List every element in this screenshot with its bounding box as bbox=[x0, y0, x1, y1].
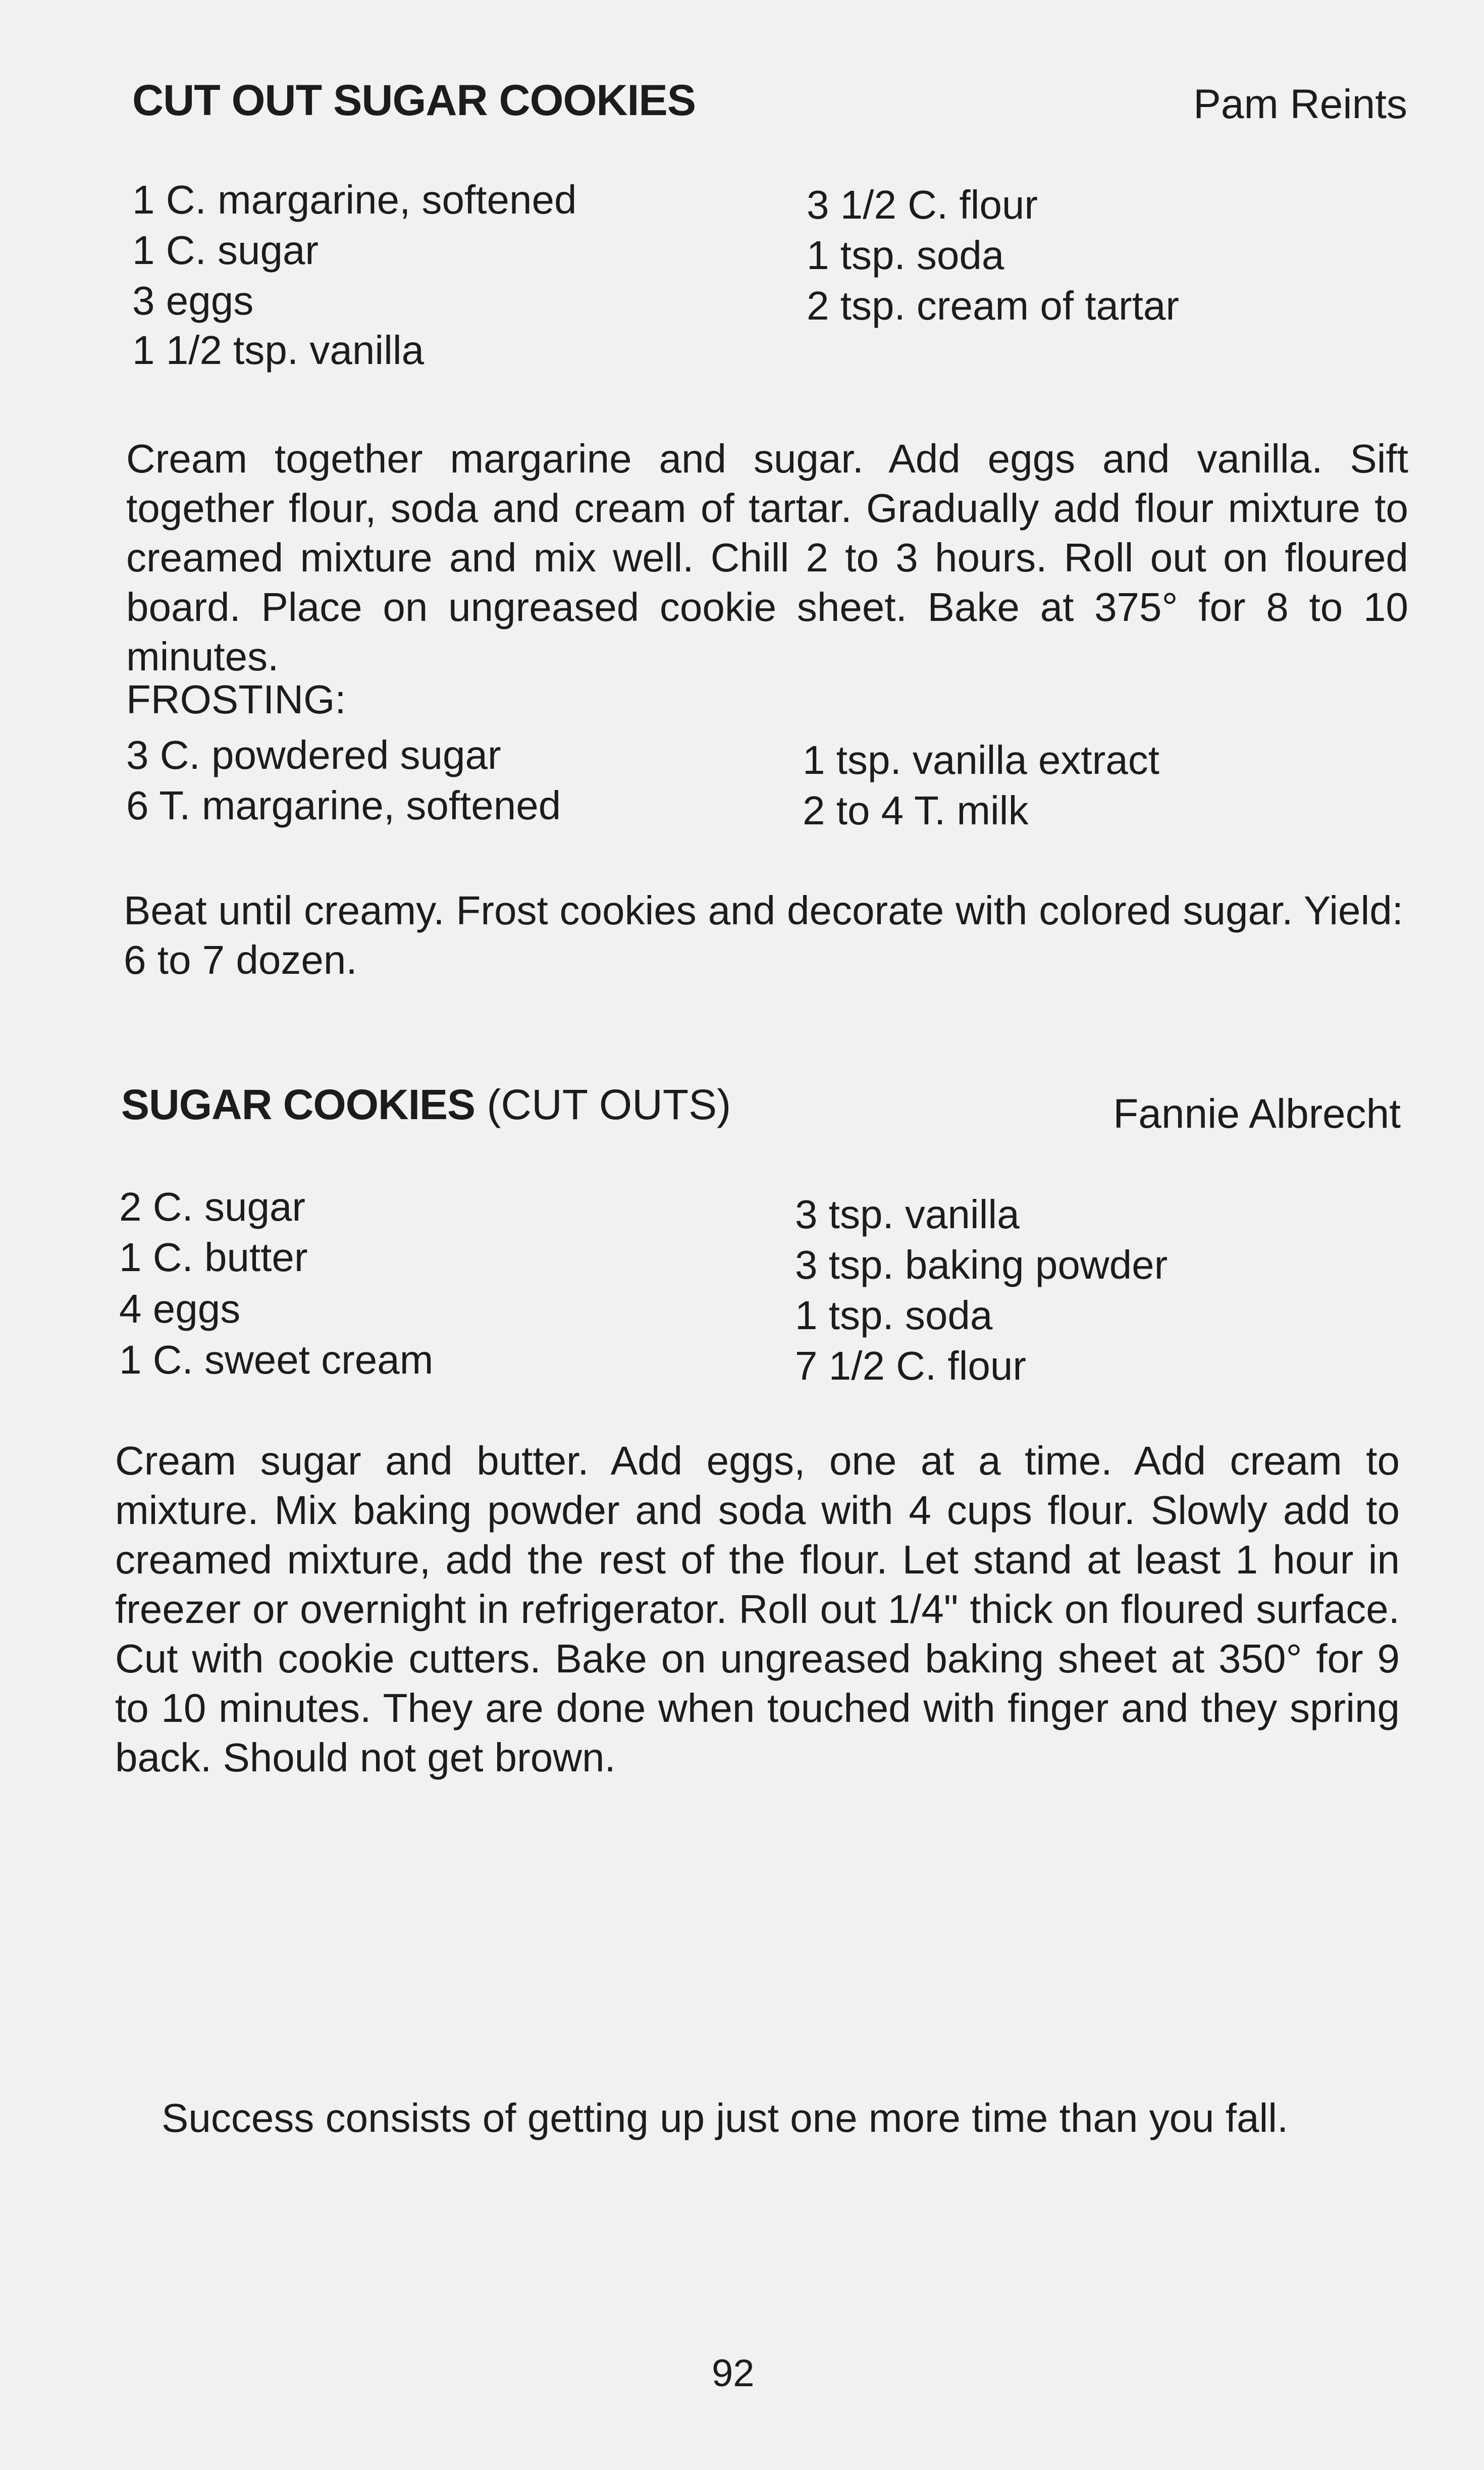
recipe2-ingredient-left-3: 4 eggs bbox=[119, 1286, 241, 1331]
frosting-directions: Beat until creamy. Frost cookies and decorate with colored sugar. Yield: 6 to 7 dozen. bbox=[124, 888, 1403, 982]
recipe2-ingredient-right-1: 3 tsp. vanilla bbox=[795, 1192, 1020, 1237]
recipe2-title-line bbox=[121, 1080, 731, 1129]
recipe2-ingredient-left-4: 1 C. sweet cream bbox=[119, 1337, 434, 1382]
recipe2-author: Fannie Albrecht bbox=[1113, 1091, 1401, 1137]
quote: Success consists of getting up just one more time than you fall. bbox=[162, 2095, 1289, 2140]
recipe2-ingredient-left-1: 2 C. sugar bbox=[119, 1184, 306, 1229]
recipe1-ingredient-left-3: 3 eggs bbox=[132, 278, 254, 323]
frosting-label: FROSTING: bbox=[126, 677, 346, 722]
recipe2-ingredient-left-2: 1 C. butter bbox=[119, 1235, 308, 1280]
recipe2-ingredient-right-4: 7 1/2 C. flour bbox=[795, 1343, 1027, 1388]
frosting-ingredient-left-2: 6 T. margarine, softened bbox=[126, 783, 561, 828]
recipe1-ingredient-right-2: 1 tsp. soda bbox=[807, 233, 1004, 278]
recipe2-ingredient-right-3: 1 tsp. soda bbox=[795, 1293, 993, 1338]
recipe2-directions: Cream sugar and butter. Add eggs, one at a time. Add cream to mixture. Mix baking powder and soda with 4 cups flour. Slowly add to creamed mixture, add the rest of the flour. Let stand at least 1 hour in freezer or overnight in refrigerator. Roll out 1/4" thick on floured surface. Cut with cookie cutters. Bake on ungreased baking sheet at 350° for 9 to 10 minutes. They are done when touched with finger and they spring back. Should not get brown. bbox=[115, 1438, 1400, 1780]
recipe1-ingredient-left-1: 1 C. margarine, softened bbox=[132, 177, 577, 222]
recipe1-title: CUT OUT SUGAR COOKIES bbox=[132, 76, 696, 125]
page-number: 92 bbox=[712, 2352, 755, 2395]
recipe1-ingredient-right-3: 2 tsp. cream of tartar bbox=[807, 283, 1180, 328]
frosting-ingredient-right-1: 1 tsp. vanilla extract bbox=[803, 738, 1159, 782]
recipe2-ingredient-right-2: 3 tsp. baking powder bbox=[795, 1242, 1168, 1287]
recipe2-title-suffix: (CUT OUTS) bbox=[475, 1081, 731, 1128]
recipe1-ingredient-right-1: 3 1/2 C. flour bbox=[807, 182, 1038, 227]
recipe1-directions: Cream together margarine and sugar. Add eggs and vanilla. Sift together flour, soda and cream of tartar. Gradually add flour mixture to creamed mixture and mix well. Chill 2 to 3 hours. Roll out on floured board. Place on ungreased cookie sheet. Bake at 375° for 8 to 10 minutes. bbox=[126, 436, 1408, 679]
frosting-ingredient-right-2: 2 to 4 T. milk bbox=[803, 788, 1029, 833]
frosting-ingredient-left-1: 3 C. powdered sugar bbox=[126, 732, 501, 777]
recipe1-ingredient-left-2: 1 C. sugar bbox=[132, 228, 319, 273]
recipe2-title: SUGAR COOKIES bbox=[121, 1081, 475, 1128]
recipe1-author: Pam Reints bbox=[1193, 81, 1407, 127]
recipe1-ingredient-left-4: 1 1/2 tsp. vanilla bbox=[132, 328, 425, 373]
